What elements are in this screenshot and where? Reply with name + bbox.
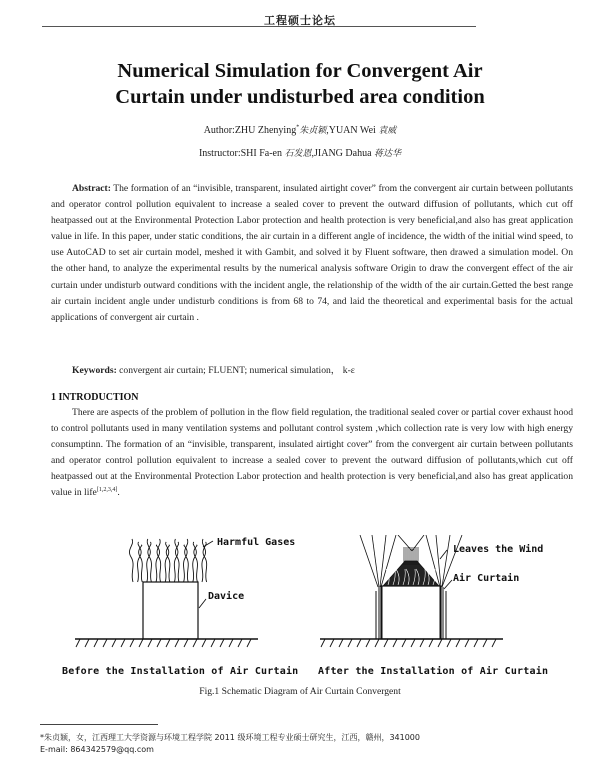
hatch-mark	[357, 639, 361, 647]
subcaption-after: After the Installation of Air Curtain	[318, 666, 549, 677]
hatch-mark	[85, 639, 89, 647]
instructor-1-name: SHI Fa-en	[240, 148, 282, 159]
device-box-after	[381, 586, 441, 639]
hatch-mark	[94, 639, 98, 647]
hatch-mark	[193, 639, 197, 647]
author-2-chinese: 袁威	[378, 126, 397, 136]
author-1-name: ZHU Zhenying	[234, 125, 297, 136]
section-heading: 1 INTRODUCTION	[51, 392, 139, 403]
figure-caption: Fig.1 Schematic Diagram of Air Curtain Convergent	[199, 686, 401, 697]
hatch-mark	[402, 639, 406, 647]
hatch-mark	[157, 639, 161, 647]
label-harmful-gases: Harmful Gases	[217, 537, 296, 548]
hatch-mark	[474, 639, 478, 647]
harmful-gases-leader	[203, 541, 213, 547]
running-head: 工程硕士论坛	[264, 14, 336, 27]
instructor-label: Instructor:	[198, 148, 241, 159]
label-leaves-the-wind: Leaves the Wind	[453, 544, 544, 555]
gas-wisp	[138, 542, 142, 582]
leaves-wind-leader	[440, 550, 447, 559]
subcaption-before: Before the Installation of Air Curtain	[62, 666, 299, 677]
hatch-mark	[429, 639, 433, 647]
footnote-author-info: *朱贞颖，女，江西理工大学资源与环境工程学院 2011 级环境工程专业硕士研究生，江西，赣州，341000	[40, 733, 420, 742]
hatch-mark	[492, 639, 496, 647]
hatch-mark	[148, 639, 152, 647]
footnote-rule	[40, 724, 158, 725]
title-line-2: Curtain under undisturbed area condition	[115, 86, 485, 108]
keywords-text: convergent air curtain; FLUENT; numerical simulation， k-ε	[119, 365, 355, 376]
harmful-gas-wisps	[129, 539, 206, 582]
header-rule	[42, 26, 476, 27]
hatch-mark	[238, 639, 242, 647]
hatch-mark	[330, 639, 334, 647]
instructor-separator: ,	[311, 148, 315, 159]
diagram-after	[320, 535, 543, 647]
hatch-mark	[139, 639, 143, 647]
introduction-text: There are aspects of the problem of pollution in the flow field regulation, the traditional sealed cover or partial cover exhaust hood to control pollutants used in many ventilation systems and pollutant control system ,which collection rate is very low with high energy consumptinn. The formation of an “invisible, transparent, insulated airtight cover” from the convergent air curtain between pollutants and operator control pollution equivalent to increase a sealed cover to prevent the outward diffusion of pollutants,which cut off heatpassed out at the Environmental Protection Labor protection and health protection is very beneficial,and also has great application value in life	[51, 407, 573, 499]
abstract	[51, 181, 573, 326]
figure-air-curtain-diagram	[0, 535, 600, 675]
author-line	[0, 123, 600, 136]
hatch-mark	[184, 639, 188, 647]
hatch-mark	[175, 639, 179, 647]
hatch-mark	[438, 639, 442, 647]
hatch-mark	[202, 639, 206, 647]
ground-hatch-right	[321, 639, 496, 647]
keywords-label: Keywords:	[72, 365, 117, 376]
hatch-mark	[321, 639, 325, 647]
label-air-curtain: Air Curtain	[453, 573, 520, 584]
hatch-mark	[247, 639, 251, 647]
hatch-mark	[483, 639, 487, 647]
hatch-mark	[229, 639, 233, 647]
gas-wisp	[157, 539, 161, 582]
abstract-label: Abstract:	[72, 183, 111, 194]
keywords	[72, 362, 572, 376]
instructor-2-name: JIANG Dahua	[314, 148, 372, 159]
hatch-mark	[384, 639, 388, 647]
hatch-mark	[447, 639, 451, 647]
diagram-before	[75, 537, 295, 647]
hatch-mark	[420, 639, 424, 647]
author-label: Author:	[203, 125, 235, 136]
instructor-1-chinese: 石发恩	[284, 149, 312, 159]
air-curtain-leader	[444, 580, 452, 589]
gas-wisp	[174, 539, 178, 582]
sentence-end: .	[117, 487, 120, 499]
gas-wisp	[165, 542, 169, 582]
label-device: Davice	[208, 591, 245, 602]
hatch-mark	[339, 639, 343, 647]
hatch-mark	[348, 639, 352, 647]
ground-hatch-left	[76, 639, 251, 647]
author-2-name: YUAN Wei	[328, 125, 376, 136]
author-separator: ,	[326, 125, 329, 136]
plume-body	[383, 561, 439, 586]
gas-wisp	[185, 539, 189, 582]
title-line-1: Numerical Simulation for Convergent Air	[117, 60, 483, 82]
wind-line	[442, 535, 450, 587]
hatch-mark	[112, 639, 116, 647]
author-1-mark: *	[296, 124, 300, 131]
hatch-mark	[465, 639, 469, 647]
hatch-mark	[130, 639, 134, 647]
hatch-mark	[103, 639, 107, 647]
abstract-text: The formation of an “invisible, transparent, insulated airtight cover” from the convergent air curtain between pollutants and operator control pollution equivalent to increase a sealed cover to prevent the outward diffusion of pollutants, which cut off heatpassed out at the Environmental Protection Labor protection and health protection is very beneficial,and also has great application value in life. In this paper, under static conditions, the air curtain in a different angle of incidence, the width of the initial wind speed, to use AutoCAD to set air curtain model, meshed it with Gambit, and solved it by Fluent software, then drawed a simulation model. On the other hand, to analyze the experimental results by the numerical analysis software Origin to draw the convergent effect of the air curtain under undisturb outward conditions with the incident angle, the relationship of the width of the air curtain.Getted the best range air curtain incident angle under undisturb conditions is from 68 to 74, and laid the theoretical and experimental basis for the actual applications of convergent air curtain .	[51, 183, 573, 323]
gas-wisp	[193, 542, 197, 582]
hatch-mark	[121, 639, 125, 647]
gas-wisp	[147, 539, 151, 582]
hatch-mark	[211, 639, 215, 647]
device-box	[143, 582, 198, 639]
author-1-chinese: 朱贞颖	[299, 126, 327, 136]
hatch-mark	[411, 639, 415, 647]
hatch-mark	[76, 639, 80, 647]
wind-line	[436, 535, 441, 587]
hatch-mark	[456, 639, 460, 647]
hatch-mark	[375, 639, 379, 647]
hatch-mark	[366, 639, 370, 647]
hatch-mark	[393, 639, 397, 647]
paper-title	[0, 58, 600, 110]
introduction-paragraph	[51, 405, 573, 502]
hatch-mark	[220, 639, 224, 647]
citation: [1,2,3,4]	[96, 487, 118, 494]
instructor-2-chinese: 蒋达华	[374, 149, 402, 159]
gas-wisp	[129, 539, 133, 582]
device-leader	[199, 599, 206, 608]
hatch-mark	[166, 639, 170, 647]
instructor-line	[0, 146, 600, 159]
footnote-email: E-mail: 864342579@qq.com	[40, 745, 154, 754]
